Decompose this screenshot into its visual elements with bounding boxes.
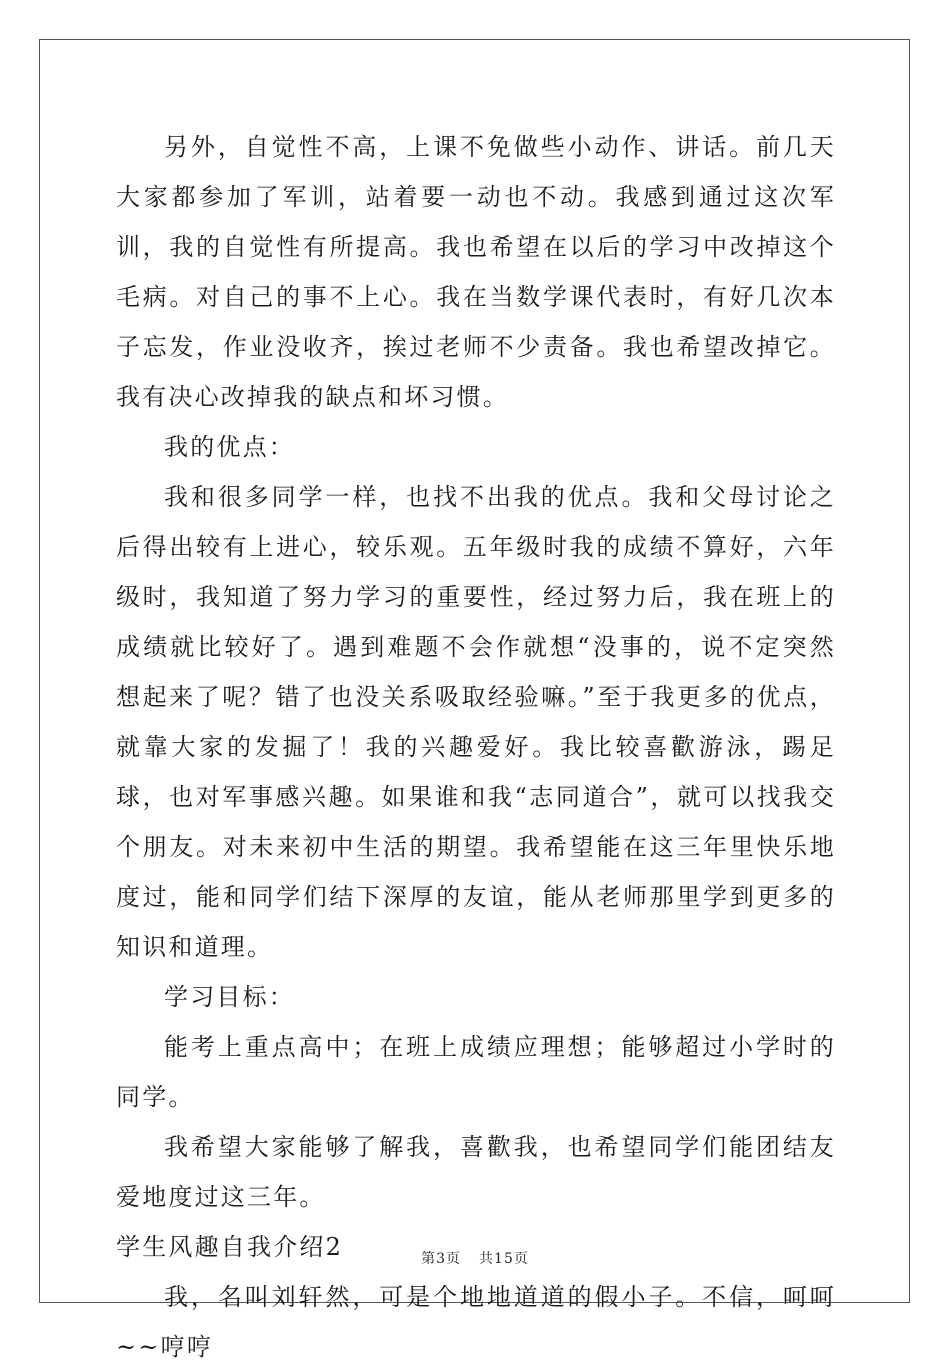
paragraph-strengths-label: 我的优点： — [164, 433, 295, 461]
paragraph-goals-label: 学习目标： — [164, 983, 295, 1011]
document-body — [116, 122, 836, 1372]
page-total: 共15页 — [479, 1251, 529, 1267]
page-number: 第3页 — [421, 1251, 462, 1267]
page-footer — [0, 1248, 950, 1268]
paragraph-closing: 我希望大家能够了解我，喜歡我，也希望同学们能团结友爱地度过这三年。 — [116, 1133, 836, 1211]
paragraph-intro: 我，名叫刘轩然，可是个地地道道的假小子。不信，呵呵~~哼哼 — [116, 1283, 836, 1361]
paragraph-goals: 能考上重点高中；在班上成绩应理想；能够超过小学时的同学。 — [116, 1033, 836, 1111]
paragraph-strengths: 我和很多同学一样，也找不出我的优点。我和父母讨论之后得出较有上进心，较乐观。五年级时我的成绩不算好，六年级时，我知道了努力学习的重要性，经过努力后，我在班上的成绩就比较好了。遇到难题不会作就想“没事的，说不定突然想起来了呢？错了也没关系吸取经验嘛。”至于我更多的优点，就靠大家的发掘了！我的兴趣爱好。我比较喜歡游泳，踢足球，也对军事感兴趣。如果谁和我“志同道合”，就可以找我交个朋友。对未来初中生活的期望。我希望能在这三年里快乐地度过，能和同学们结下深厚的友谊，能从老师那里学到更多的知识和道理。 — [116, 483, 836, 961]
paragraph-shortcomings: 另外，自觉性不高，上课不免做些小动作、讲话。前几天大家都参加了军训，站着要一动也不动。我感到通过这次军训，我的自觉性有所提高。我也希望在以后的学习中改掉这个毛病。对自己的事不上心。我在当数学课代表时，有好几次本子忘发，作业没收齐，挨过老师不少责备。我也希望改掉它。我有决心改掉我的缺点和坏习惯。 — [116, 133, 836, 411]
section-heading: 学生风趣自我介绍2 — [116, 1233, 344, 1261]
